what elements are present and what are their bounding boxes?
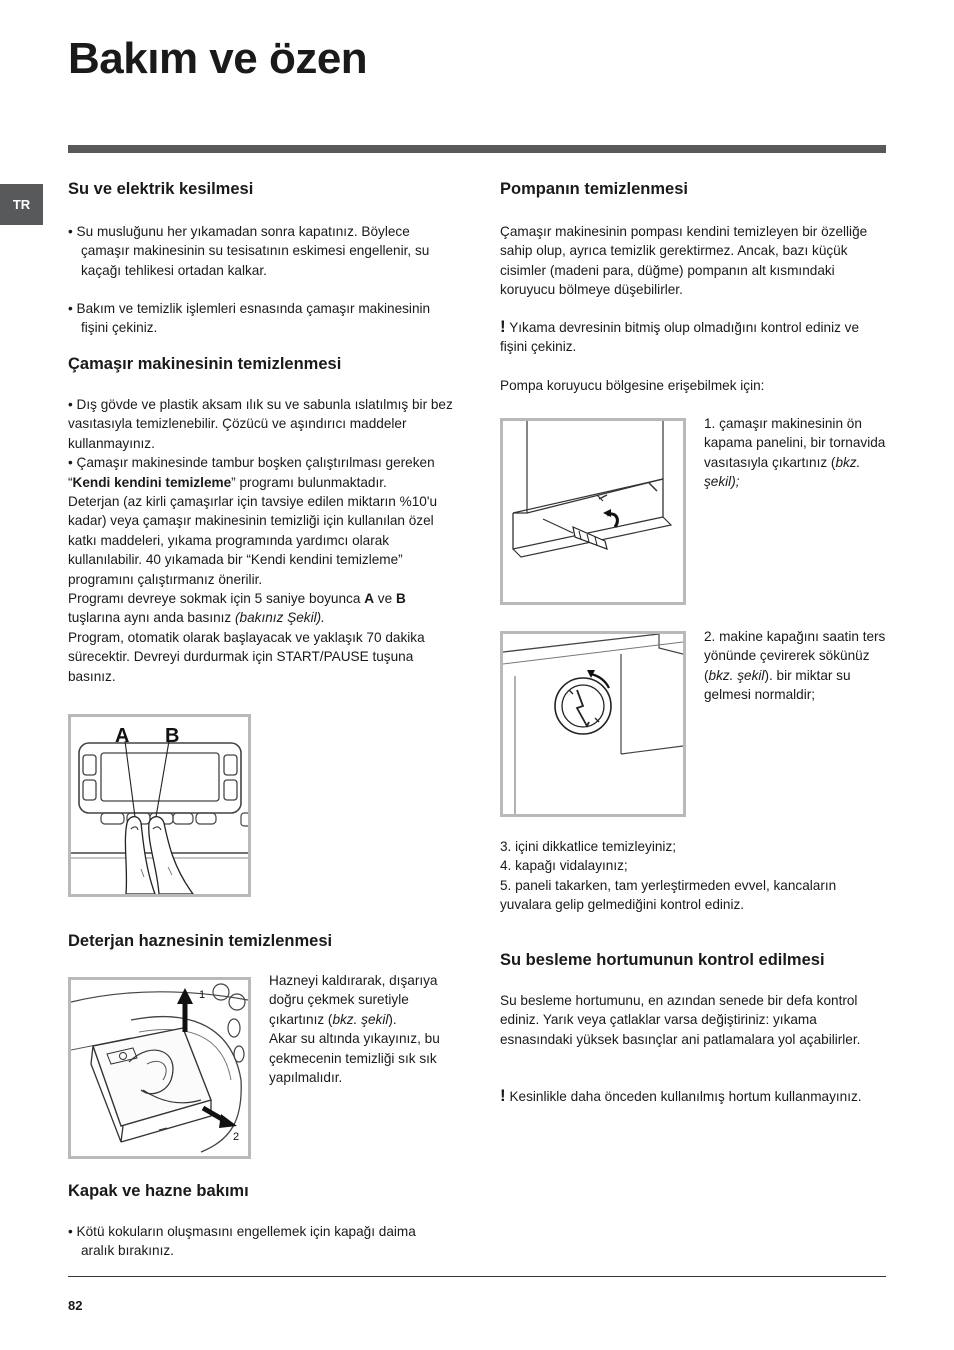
machine-cleaning-text <box>68 395 458 686</box>
footer-divider <box>68 1276 886 1277</box>
figure-remove-front-panel <box>500 418 686 605</box>
heading-detergent-drawer: Deterjan haznesinin temizlenmesi <box>68 932 333 950</box>
arrow-number-2: 2 <box>233 1131 240 1143</box>
title-divider-bar <box>68 145 886 153</box>
heading-pump-cleaning: Pompanın temizlenmesi <box>500 180 688 198</box>
paragraph-hose-check: Su besleme hortumunu, en azından senede bir defa kontrol ediniz. Yarık veya çatlaklar varsa değiştiriniz: yıkama esnasındaki yüksek basınçlar ani patlamalara yol açabilirler. <box>500 993 861 1047</box>
paragraph-program-duration: Program, otomatik olarak başlayacak ve yaklaşık 70 dakika sürecektir. Devreyi durdurmak için START/PAUSE tuşuna basınız. <box>68 629 425 684</box>
language-tab: TR <box>0 184 43 225</box>
figure-ab-buttons <box>68 714 251 897</box>
heading-door-drum-care: Kapak ve hazne bakımı <box>68 1182 249 1200</box>
paragraph-self-clean-intro: • Çamaşır makinesinde tambur boşken çalıştırılması gereken “Kendi kendini temizleme” programı bulunmaktadır. <box>68 455 435 490</box>
page-title: Bakım ve özen <box>68 34 368 83</box>
paragraph-remove-drawer: Hazneyi kaldırarak, dışarıya doğru çekmek suretiyle çıkartınız (bkz. şekil). <box>269 973 438 1027</box>
step-5-text: 5. paneli takarken, tam yerleştirmeden evvel, kancaların yuvalara gelip gelmediğini kontrol ediniz. <box>500 877 837 913</box>
label-b: B <box>165 725 180 747</box>
heading-machine-cleaning: Çamaşır makinesinin temizlenmesi <box>68 355 342 373</box>
steps-3-to-5 <box>500 837 886 915</box>
figure-detergent-drawer <box>68 977 251 1159</box>
paragraph-access-pump: Pompa koruyucu bölgesine erişebilmek için: <box>500 378 765 393</box>
bullet-close-tap: • Su musluğunu her yıkamadan sonra kapatınız. Böylece çamaşır makinesinin su tesisatının eskimesi engellenir, su kaçağı tehlikesi ortadan kalkar. <box>68 224 430 278</box>
page-number: 82 <box>68 1298 83 1313</box>
self-clean-program-name: Kendi kendini temizleme <box>72 474 232 490</box>
bullet-unplug: • Bakım ve temizlik işlemleri esnasında çamaşır makinesinin fişini çekiniz. <box>68 301 431 336</box>
step-4-text: 4. kapağı vidalayınız; <box>500 858 628 874</box>
heading-power-water-cut: Su ve elektrik kesilmesi <box>68 180 254 198</box>
paragraph-start-program: Programı devreye sokmak için 5 saniye boyunca A ve B tuşlarına aynı anda basınız (bakınız Şekil). <box>68 591 406 626</box>
step-3-text: 3. içini dikkatlice temizleyiniz; <box>500 839 677 854</box>
step-1-text: 1. çamaşır makinesinin ön kapama panelini, bir tornavida vasıtasıyla çıkartınız (bkz. şekil); <box>704 416 886 490</box>
warning-check-cycle: ! Yıkama devresinin bitmiş olup olmadığını kontrol ediniz ve fişini çekiniz. <box>500 317 860 355</box>
paragraph-pump-intro: Çamaşır makinesinin pompası kendini temizleyen bir özelliğe sahip olup, ayrıca temizlik gerektirmez. Ancak, bazı küçük cisimler (madeni para, düğme) pompanın alt kısmındaki koruyucu bölmeye düşebilirler. <box>500 224 868 298</box>
warning-mark: ! <box>500 317 506 336</box>
detergent-drawer-text <box>269 971 457 1087</box>
label-a: A <box>115 725 130 747</box>
paragraph-wash-drawer: Akar su altında yıkayınız, bu çekmecenin temizliği sık sık yapılmalıdır. <box>269 1031 440 1086</box>
heading-hose-check: Su besleme hortumunun kontrol edilmesi <box>500 951 825 969</box>
warning-used-hose: ! Kesinlikle daha önceden kullanılmış hortum kullanmayınız. <box>500 1086 862 1105</box>
figure-unscrew-pump-cap <box>500 631 686 817</box>
paragraph-detergent: Deterjan (az kirli çamaşırlar için tavsiye edilen miktarın %10'u kadar) veya çamaşır makinesinin temizliği için kullanılan özel katkı maddeleri, yıkama programında yardımcı olarak kullanılabilir. 40 yıkamada bir “Kendi kendini temizleme” programını çalıştırmanız önerilir. <box>68 494 438 587</box>
paragraph-exterior-cleaning: • Dış gövde ve plastik aksam ılık su ve sabunla ıslatılmış bir bez vasıtasıyla temizlenebilir. Çözücü ve aşındırıcı maddeler kullanmayınız. <box>68 397 453 451</box>
bullet-leave-door-ajar: • Kötü kokuların oluşmasını engellemek için kapağı daima aralık bırakınız. <box>68 1224 416 1259</box>
arrow-number-1: 1 <box>199 989 206 1001</box>
warning-mark-2: ! <box>500 1086 506 1105</box>
step-2-text: 2. makine kapağını saatin ters yönünde çevirerek sökünüz (bkz. şekil). bir miktar su gelmesi normaldir; <box>704 629 886 703</box>
